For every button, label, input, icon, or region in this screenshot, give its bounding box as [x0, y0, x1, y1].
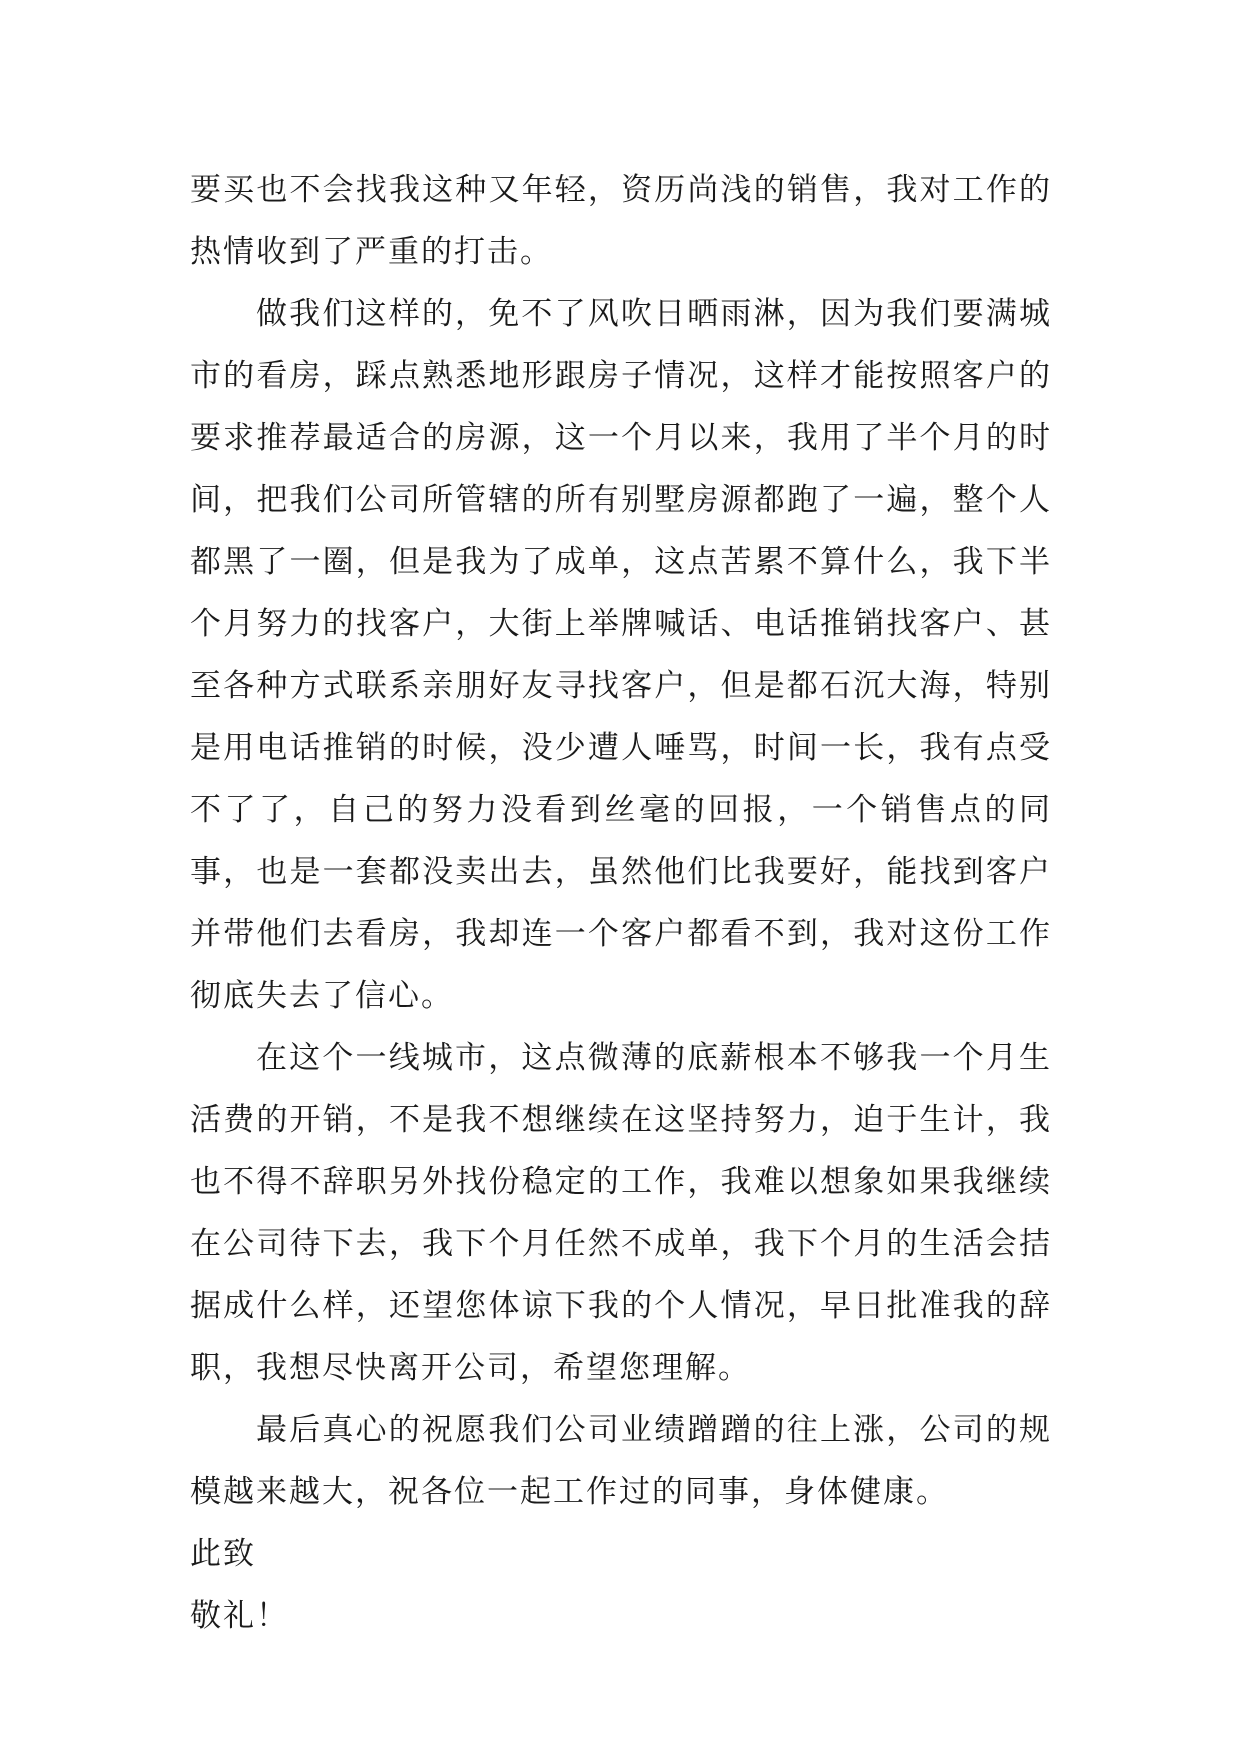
closing-regards: 敬礼！: [190, 1598, 289, 1634]
paragraph-continued: 要买也不会找我这种又年轻，资历尚浅的销售，我对工作的热情收到了严重的打击。: [190, 172, 1052, 270]
paragraph-work-effort: 做我们这样的，免不了风吹日晒雨淋，因为我们要满城市的看房，踩点熟悉地形跟房子情况，这样才能按照客户的要求推荐最适合的房源，这一个月以来，我用了半个月的时间，把我们公司所管辖的所有别墅房源都跑了一遍，整个人都黑了一圈，但是我为了成单，这点苦累不算什么，我下半个月努力的找客户，大街上举牌喊话、电话推销找客户、甚至各种方式联系亲朋好友寻找客户，但是都石沉大海，特别是用电话推销的时候，没少遭人唾骂，时间一长，我有点受不了了，自己的努力没看到丝毫的回报，一个销售点的同事，也是一套都没卖出去，虽然他们比我要好，能找到客户并带他们去看房，我却连一个客户都看不到，我对这份工作彻底失去了信心。: [190, 296, 1052, 1014]
paragraph-living-cost: 在这个一线城市，这点微薄的底薪根本不够我一个月生活费的开销，不是我不想继续在这坚持努力，迫于生计，我也不得不辞职另外找份稳定的工作，我难以想象如果我继续在公司待下去，我下个月任然不成单，我下个月的生活会拮据成什么样，还望您体谅下我的个人情况，早日批准我的辞职，我想尽快离开公司，希望您理解。: [190, 1040, 1052, 1386]
paragraph-wishes: 最后真心的祝愿我们公司业绩蹭蹭的往上涨，公司的规模越来越大，祝各位一起工作过的同事，身体健康。: [190, 1412, 1052, 1510]
closing-salutation: 此致: [190, 1536, 256, 1572]
letter-body: [190, 159, 1052, 1647]
